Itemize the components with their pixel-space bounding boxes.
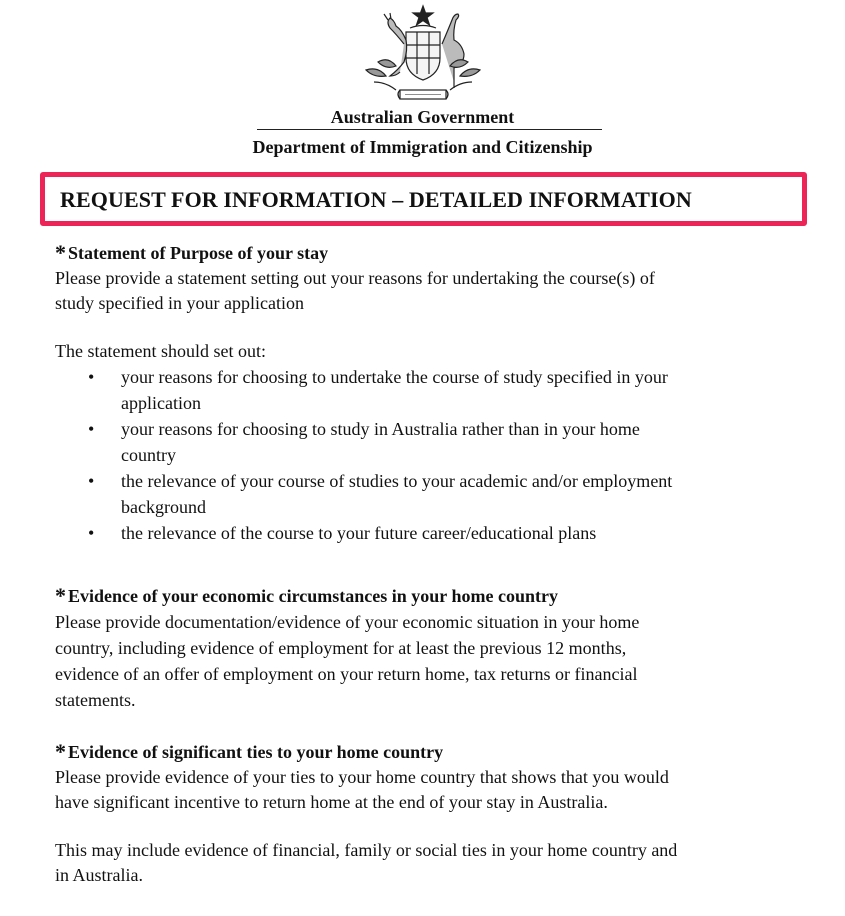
- government-name: Australian Government: [330, 107, 515, 127]
- title-highlight-box: [40, 172, 807, 226]
- heading-text: Evidence of your economic circumstances in your home country: [68, 586, 558, 606]
- list-item: • the relevance of your course of studies to your academic and/or employment background: [55, 468, 825, 520]
- required-marker: *: [55, 739, 66, 764]
- list-item: • your reasons for choosing to undertake the course of study specified in your application: [55, 364, 825, 416]
- list-intro: The statement should set out:: [55, 341, 266, 361]
- list-item: • your reasons for choosing to study in Australia rather than in your home country: [55, 416, 825, 468]
- paragraph-line: Please provide a statement setting out your reasons for undertaking the course(s) of: [55, 268, 655, 288]
- purpose-list: [55, 364, 825, 546]
- section-heading: [55, 240, 825, 266]
- paragraph-line: This may include evidence of financial, family or social ties in your home country and: [55, 840, 678, 860]
- heading-text: Evidence of significant ties to your home country: [68, 742, 444, 762]
- list-item: • the relevance of the course to your future career/educational plans: [55, 520, 825, 546]
- header-divider: [257, 129, 602, 130]
- paragraph-line: statements.: [55, 690, 136, 710]
- heading-text: Statement of Purpose of your stay: [68, 243, 329, 263]
- page-title: REQUEST FOR INFORMATION – DETAILED INFORMATION: [60, 187, 692, 212]
- section-statement-of-purpose: [55, 240, 825, 546]
- section-heading: [55, 583, 825, 609]
- section-significant-ties: [55, 739, 825, 888]
- paragraph-line: study specified in your application: [55, 293, 304, 313]
- paragraph-line: Please provide evidence of your ties to your home country that shows that you would: [55, 767, 669, 787]
- section-heading: [55, 739, 825, 765]
- paragraph-line: evidence of an offer of employment on your return home, tax returns or financial: [55, 664, 638, 684]
- paragraph-line: country, including evidence of employment for at least the previous 12 months,: [55, 638, 627, 658]
- paragraph-line: Please provide documentation/evidence of your economic situation in your home: [55, 612, 640, 632]
- bullet-icon: •: [88, 419, 95, 439]
- paragraph-line: have significant incentive to return home at the end of your stay in Australia.: [55, 792, 608, 812]
- required-marker: *: [55, 240, 66, 265]
- bullet-icon: •: [88, 471, 95, 491]
- paragraph-line: in Australia.: [55, 865, 143, 885]
- section-economic-circumstances: [55, 583, 825, 713]
- coat-of-arms-icon: [358, 4, 488, 108]
- department-name: Department of Immigration and Citizenship: [252, 137, 593, 157]
- bullet-icon: •: [88, 523, 95, 543]
- bullet-icon: •: [88, 367, 95, 387]
- required-marker: *: [55, 583, 66, 608]
